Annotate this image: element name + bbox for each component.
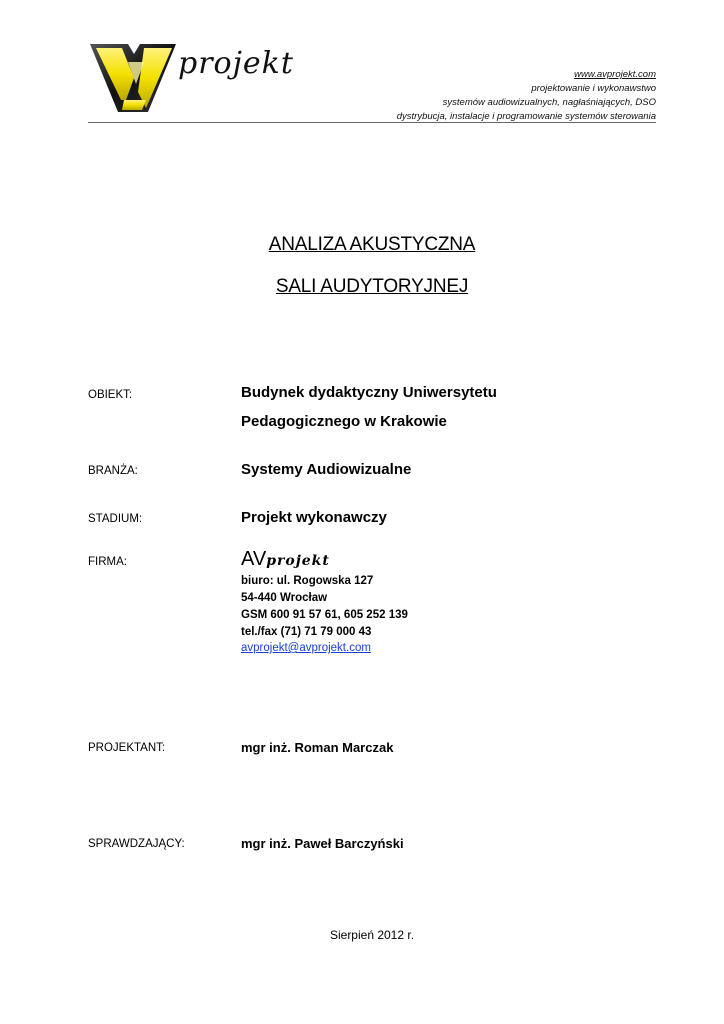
firm-name-prefix: AV <box>241 548 267 570</box>
firm-name <box>241 548 330 571</box>
sprawdzajacy-value: mgr inż. Paweł Barczyński <box>241 836 404 851</box>
firm-city: 54-440 Wrocław <box>241 592 328 604</box>
firm-email-link[interactable]: avprojekt@avprojekt.com <box>241 642 371 654</box>
header-divider <box>88 122 656 123</box>
branza-label: BRANŻA: <box>88 465 138 477</box>
av-logo-icon <box>88 40 178 116</box>
header-line-2: systemów audiowizualnych, nagłaśniających, DSO <box>442 97 656 108</box>
header-line-3: dystrybucja, instalacje i programowanie systemów sterowania <box>396 111 656 122</box>
obiekt-label: OBIEKT: <box>88 389 133 401</box>
firm-tel: tel./fax (71) 71 79 000 43 <box>241 626 372 638</box>
branza-value: Systemy Audiowizualne <box>241 461 412 478</box>
document-title-line-1: ANALIZA AKUSTYCZNA <box>268 234 476 255</box>
projektant-value: mgr inż. Roman Marczak <box>241 740 394 755</box>
firm-name-suffix: projekt <box>266 553 330 569</box>
stadium-value: Projekt wykonawczy <box>241 509 387 526</box>
firm-gsm: GSM 600 91 57 61, 605 252 139 <box>241 609 408 621</box>
obiekt-value-line-1: Budynek dydaktyczny Uniwersytetu <box>241 384 497 401</box>
sprawdzajacy-label: SPRAWDZAJĄCY: <box>88 838 185 850</box>
document-title-line-2: SALI AUDYTORYJNEJ <box>275 276 469 297</box>
company-logo <box>88 40 308 116</box>
website-link[interactable]: www.avprojekt.com <box>574 69 656 80</box>
obiekt-value-line-2: Pedagogicznego w Krakowie <box>241 413 447 430</box>
stadium-label: STADIUM: <box>88 513 143 525</box>
header-line-1: projektowanie i wykonawstwo <box>531 83 656 94</box>
header-company-info <box>397 68 656 124</box>
logo-wordmark: projekt <box>178 46 294 81</box>
projektant-label: PROJEKTANT: <box>88 742 166 754</box>
firma-label: FIRMA: <box>88 556 127 568</box>
document-date: Sierpień 2012 r. <box>329 928 415 942</box>
firm-address: biuro: ul. Rogowska 127 <box>241 575 374 587</box>
